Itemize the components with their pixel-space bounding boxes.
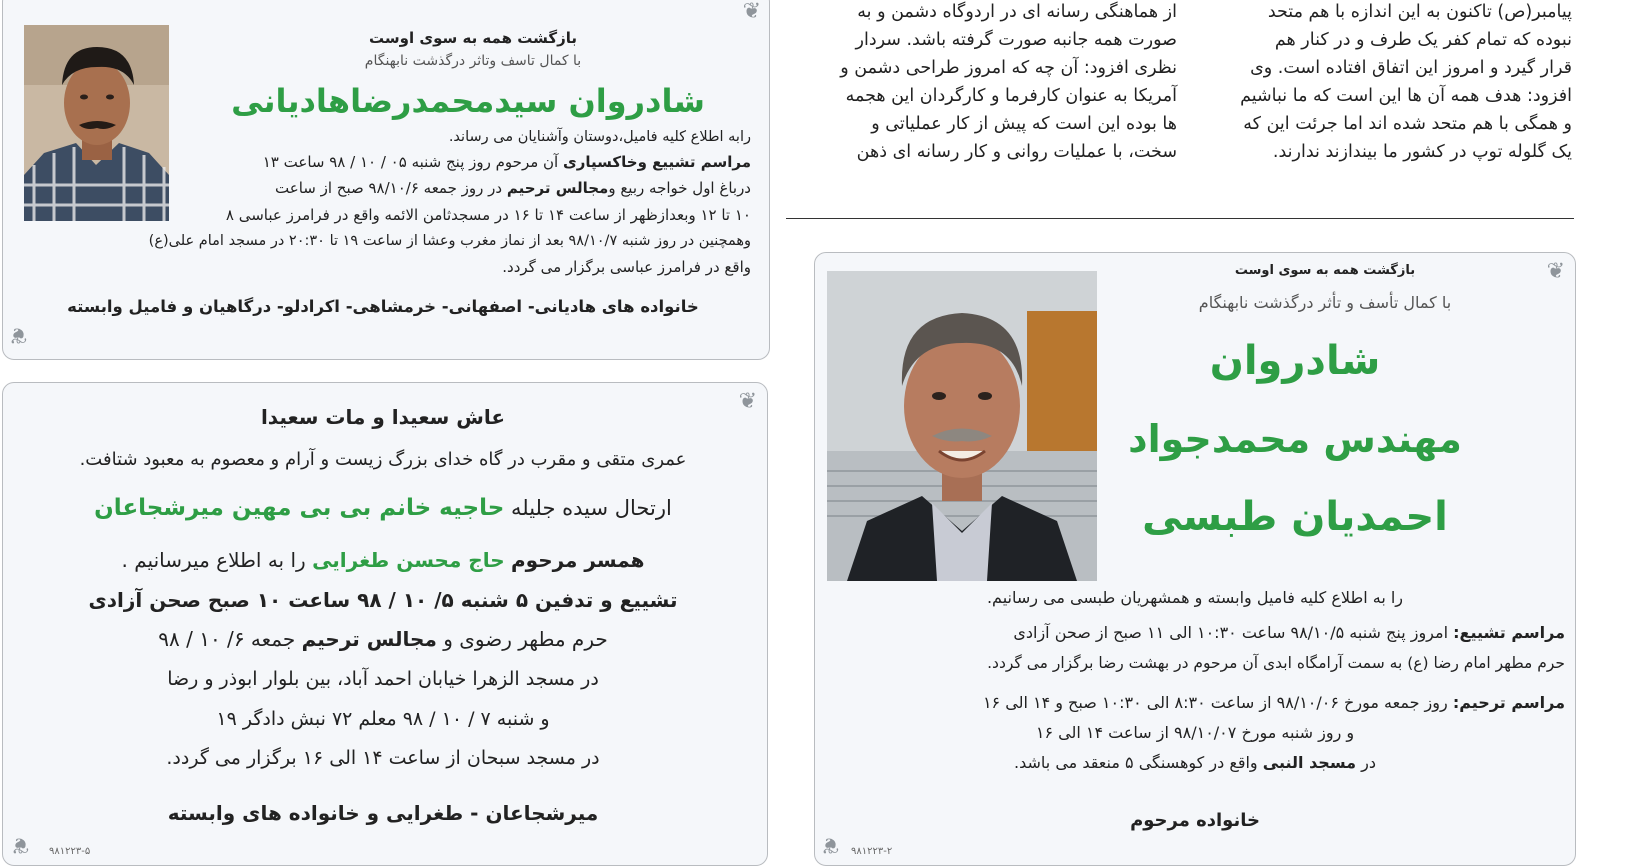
obituary-notice-ahmadian <box>814 252 1576 866</box>
news-column-right: پیامبر(ص) تاکنون به این اندازه با هم متحد نبوده که تمام کفر یک طرف و در کنار هم قرار گیرد و امروز این اتفاق افتاده است. وی افزود: هدف همه آن ها این است که ما نباشیم و همگی با هم متحد شده اند اما جرئت این که یک گلوله توپ در کشور ما بیندازند ندارند. <box>1240 2 1572 162</box>
family-names: میرشجاعان - طغرایی و خانواده های وابسته <box>167 801 599 825</box>
notice-line: وهمچنین در روز شنبه ۹۸/۱۰/۷ بعد از نماز مغرب وعشا از ساعت ۱۹ تا ۲۰:۳۰ در مسجد امام علی(ع) <box>148 233 751 249</box>
subheader: با کمال تاسف وتاثر درگذشت نابهنگام <box>364 53 582 69</box>
deceased-name: احمدیان طبسی <box>1142 494 1448 540</box>
ornament-icon: ❦ <box>738 389 757 414</box>
family-names: خانواده مرحوم <box>1130 810 1260 831</box>
notice-line: تشییع و تدفین ۵ شنبه ۵/ ۱۰ / ۹۸ ساعت ۱۰ صبح صحن آزادی <box>88 588 678 612</box>
notice-line: حرم مطهر رضوی و مجالس ترحیم جمعه ۶/ ۱۰ / ۹۸ <box>158 627 608 651</box>
notice-line: رابه اطلاع کلیه فامیل،دوستان وآشنایان می رساند. <box>448 129 751 145</box>
ornament-icon: ❦ <box>9 322 28 347</box>
ornament-icon: ❦ <box>1546 259 1565 284</box>
portrait-photo <box>827 271 1097 581</box>
deceased-name: مهندس محمدجواد <box>1128 417 1462 461</box>
notice-line: عمری متقی و مقرب در گاه خدای بزرگ زیست و آرام و معصوم به معبود شتافت. <box>79 449 687 470</box>
notice-line: ۱۰ تا ۱۲ وبعدازظهر از ساعت ۱۴ تا ۱۶ در مسجدثامن الائمه واقع در فرامرز عباسی ۸ <box>225 206 751 224</box>
ornament-icon: ❦ <box>11 832 30 857</box>
notice-line: همسر مرحوم حاج محسن طغرایی را به اطلاع میرسانیم . <box>121 548 645 572</box>
notice-line: مراسم تشییع وخاکسپاری آن مرحوم روز پنج شنبه ۰۵ / ۱۰ / ۹۸ ساعت ۱۳ <box>262 153 751 171</box>
obituary-notice-hadiani <box>2 0 770 360</box>
family-names: خانواده های هادیانی- اصفهانی- خرمشاهی- اکرادلو- درگاهیان و فامیل وابسته <box>67 297 699 316</box>
notice-line: در مسجد سبحان از ساعت ۱۴ الی ۱۶ برگزار می گردد. <box>166 747 600 769</box>
notice-line: درباغ اول خواجه ربیع ومجالس ترحیم در روز جمعه ۹۸/۱۰/۶ صبح از ساعت <box>275 179 751 197</box>
deceased-title: شادروان <box>1209 338 1381 384</box>
notice-line: مراسم ترحیم: روز جمعه مورخ ۹۸/۱۰/۰۶ از ساعت ۸:۳۰ الی ۱۰:۳۰ صبح و ۱۴ الی ۱۶ <box>982 693 1565 712</box>
notice-line: ارتحال سیده جلیله حاجیه خانم بی بی مهین میرشجاعان <box>94 495 672 521</box>
deceased-name: حاجیه خانم بی بی مهین میرشجاعان <box>94 495 505 521</box>
ad-code: ۹۸۱۲۲۳-۲ <box>851 846 893 857</box>
column-divider <box>786 218 1574 219</box>
obituary-notice-mirshojaan <box>2 382 768 866</box>
notice-line: و روز شنبه مورخ ۹۸/۱۰/۰۷ از ساعت ۱۴ الی ۱۶ <box>1035 723 1355 742</box>
header-verse: عاش سعیدا و مات سعیدا <box>260 405 506 429</box>
notice-line: را به اطلاع کلیه فامیل وابسته و همشهریان طبسی می رسانیم. <box>986 588 1404 607</box>
subheader: با کمال تأسف و تأثر درگذشت نابهنگام <box>1198 293 1452 312</box>
notice-line: حرم مطهر امام رضا (ع) به سمت آرامگاه ابدی آن مرحوم در بهشت رضا برگزار می گردد. <box>987 654 1565 672</box>
notice-line: در مسجد النبی واقع در کوهسنگی ۵ منعقد می باشد. <box>1014 753 1376 772</box>
news-column-left: از هماهنگی رسانه ای در اردوگاه دشمن و به صورت همه جانبه صورت گرفته باشد. سردار نظری افزود: آن چه که امروز طراحی دشمن و آمریکا به عنوان کارفرما و کارگردان این هجمه ها بوده این است که پیش از کار عملیاتی و سخت، با عملیات روانی و کار رسانه ای ذهن <box>840 2 1177 162</box>
ad-code: ۹۸۱۲۲۳-۵ <box>49 846 91 857</box>
header-verse: بازگشت همه به سوی اوست <box>1234 263 1416 278</box>
notice-line: واقع در فرامرز عباسی برگزار می گردد. <box>502 258 751 276</box>
ornament-icon: ❦ <box>742 0 761 24</box>
portrait-photo <box>24 25 169 221</box>
deceased-name: شادروان سیدمحمدرضاهادیانی <box>231 82 705 120</box>
notice-line: در مسجد الزهرا خیابان احمد آباد، بین بلوار ابوذر و رضا <box>167 668 599 690</box>
ornament-icon: ❦ <box>821 832 840 857</box>
notice-line: و شنبه ۷ / ۱۰ / ۹۸ معلم ۷۲ نبش دادگر ۱۹ <box>216 708 550 730</box>
notice-line: مراسم تشییع: امروز پنج شنبه ۹۸/۱۰/۵ ساعت ۱۰:۳۰ الی ۱۱ صبح از صحن آزادی <box>1013 623 1565 642</box>
header-verse: بازگشت همه به سوی اوست <box>369 29 577 47</box>
